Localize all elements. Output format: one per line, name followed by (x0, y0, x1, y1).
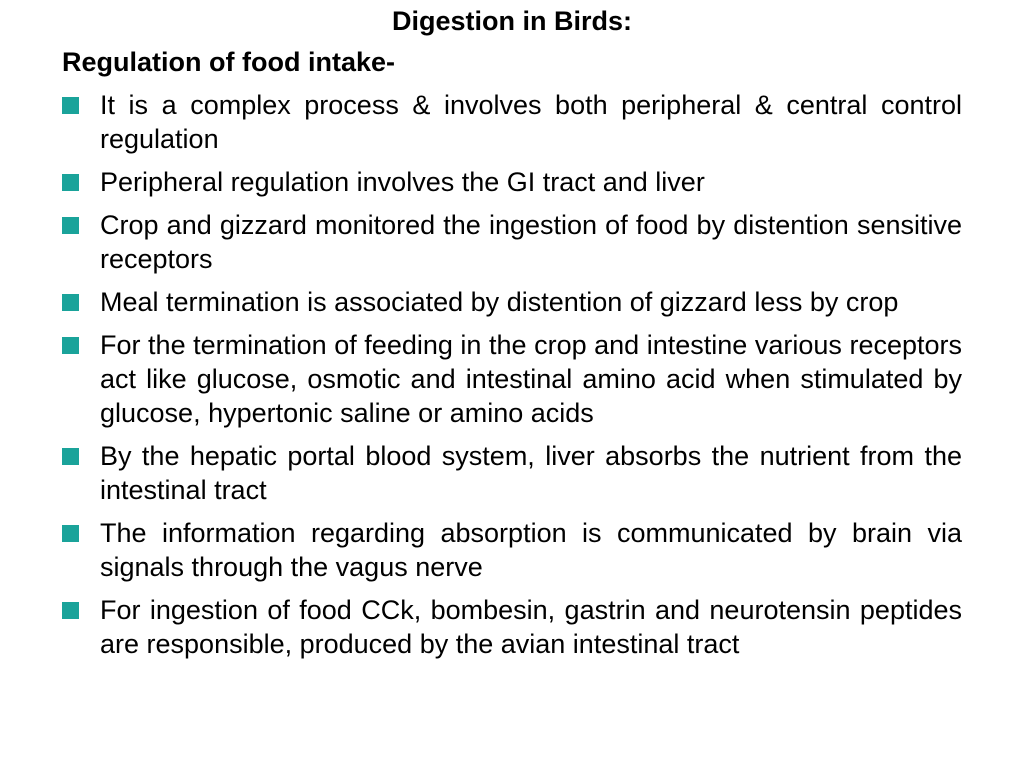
bullet-list (62, 88, 962, 670)
square-bullet-icon (62, 337, 79, 354)
bullet-item (62, 88, 962, 156)
square-bullet-icon (62, 525, 79, 542)
square-bullet-icon (62, 294, 79, 311)
bullet-text: Meal termination is associated by distention of gizzard less by crop (100, 287, 899, 317)
square-bullet-icon (62, 97, 79, 114)
bullet-text: It is a complex process & involves both peripheral & central control regulation (100, 90, 962, 154)
slide-title: Digestion in Birds: (391, 6, 632, 36)
bullet-item (62, 165, 962, 199)
bullet-item (62, 516, 962, 584)
square-bullet-icon (62, 602, 79, 619)
bullet-text: Peripheral regulation involves the GI tract and liver (100, 167, 705, 197)
slide-subtitle: Regulation of food intake- (62, 47, 395, 77)
bullet-item (62, 439, 962, 507)
bullet-text: For ingestion of food CCk, bombesin, gastrin and neurotensin peptides are responsible, produced by the avian intestinal tract (100, 595, 962, 659)
bullet-item (62, 328, 962, 430)
square-bullet-icon (62, 217, 79, 234)
bullet-item (62, 285, 962, 319)
bullet-text: For the termination of feeding in the crop and intestine various receptors act like glucose, osmotic and intestinal amino acid when stimulated by glucose, hypertonic saline or amino acids (100, 330, 962, 428)
square-bullet-icon (62, 448, 79, 465)
bullet-text: Crop and gizzard monitored the ingestion of food by distention sensitive receptors (100, 210, 962, 274)
bullet-text: By the hepatic portal blood system, liver absorbs the nutrient from the intestinal tract (100, 441, 962, 505)
bullet-item (62, 593, 962, 661)
square-bullet-icon (62, 174, 79, 191)
bullet-text: The information regarding absorption is communicated by brain via signals through the vagus nerve (100, 518, 962, 582)
bullet-item (62, 208, 962, 276)
